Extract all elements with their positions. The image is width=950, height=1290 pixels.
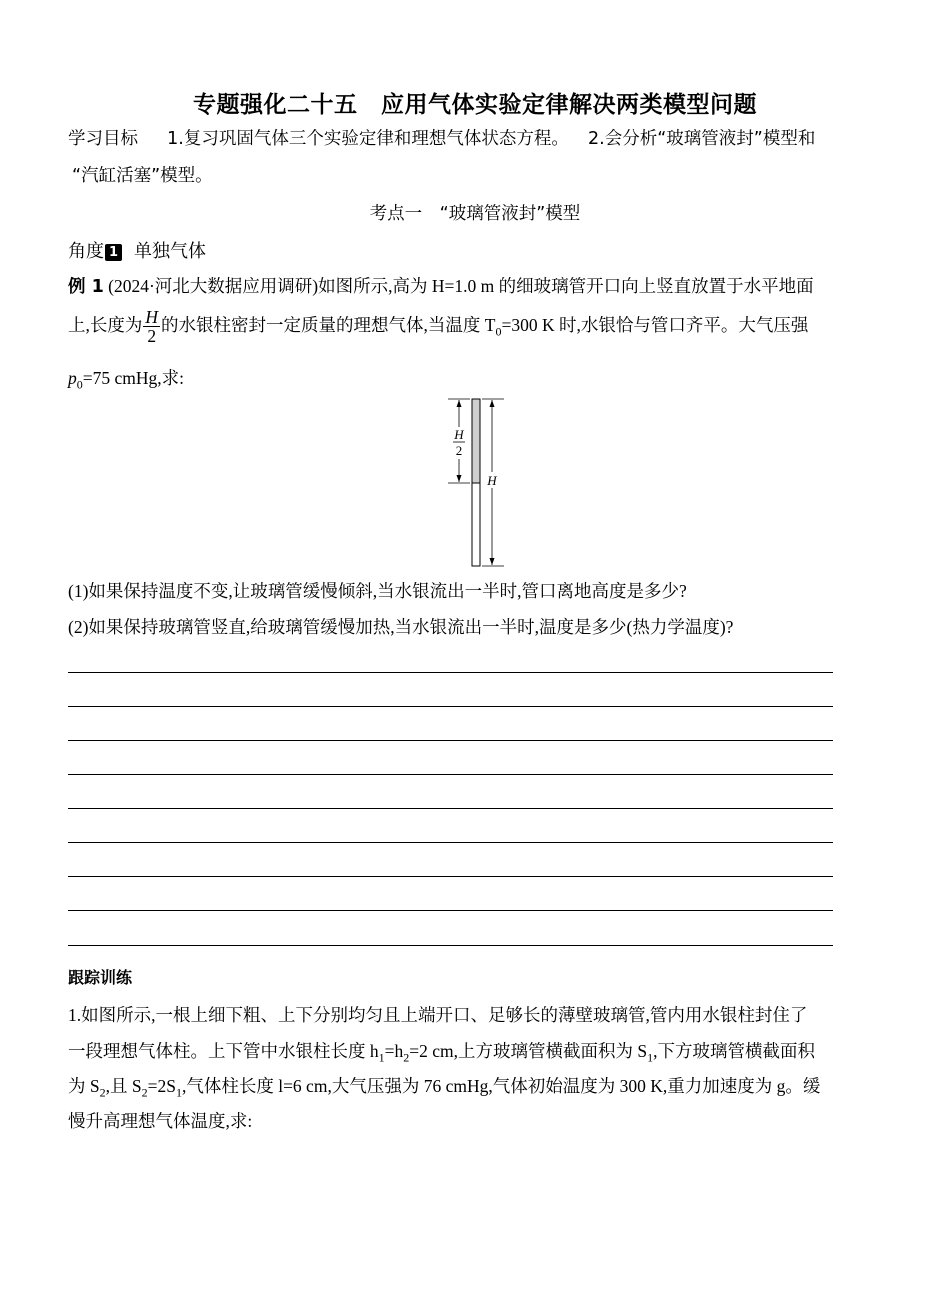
- fraction-h-over-2: [143, 308, 160, 346]
- full-dim-arrow-down: [490, 558, 495, 565]
- full-label: H: [487, 473, 497, 488]
- angle-number-badge: 1: [105, 244, 122, 261]
- subscript: 2: [403, 1050, 410, 1065]
- subscript: 2: [99, 1085, 106, 1100]
- practice-text-3d: ,气体柱长度 l=6 cm,大气压强为 76 cmHg,气体初始温度为 300 K,重力加速度为 g。缓: [181, 1076, 821, 1096]
- objective-1: 1.复习巩固气体三个实验定律和理想气体状态方程。: [167, 129, 569, 149]
- p-subscript: 0: [76, 377, 83, 392]
- objectives-label: 学习目标: [68, 129, 138, 149]
- example-1-line-2: [68, 308, 808, 346]
- example-1-line-1: [68, 273, 814, 298]
- fraction-denominator: 2: [147, 326, 157, 347]
- practice-heading: 跟踪训练: [68, 968, 133, 987]
- answer-line[interactable]: [68, 808, 833, 809]
- angle-label: 单独气体: [134, 241, 206, 262]
- question-2: (2)如果保持玻璃管竖直,给玻璃管缓慢加热,当水银流出一半时,温度是多少(热力学温度)?: [68, 617, 734, 637]
- subscript: 1: [378, 1050, 385, 1065]
- example-text-2a: 上,长度为: [68, 314, 143, 335]
- p-symbol: p: [68, 368, 77, 388]
- objective-2: 2.会分析“玻璃管液封”模型和: [588, 129, 816, 149]
- practice-text-2d: ,下方玻璃管横截面积: [653, 1041, 815, 1061]
- t-subscript: 0: [495, 324, 502, 339]
- answer-line[interactable]: [68, 876, 833, 877]
- half-dim-arrow-down: [457, 475, 462, 482]
- full-dim-arrow-up: [490, 400, 495, 407]
- practice-line-2: [68, 1038, 815, 1066]
- half-dim-arrow-up: [457, 400, 462, 407]
- example-text-3: =75 cmHg,求:: [82, 368, 184, 388]
- answer-line[interactable]: [68, 842, 833, 843]
- practice-text-3b: ,且 S: [105, 1076, 142, 1096]
- example-source: (2024·河北大数据应用调研): [108, 276, 319, 296]
- subscript: 1: [647, 1050, 654, 1065]
- angle-prefix: 角度: [68, 241, 104, 262]
- example-label: 例 1: [68, 277, 104, 297]
- practice-text-2c: =2 cm,上方玻璃管横截面积为 S: [409, 1041, 648, 1061]
- subscript: 1: [175, 1085, 182, 1100]
- example-text-1: 如图所示,高为 H=1.0 m 的细玻璃管开口向上竖直放置于水平地面: [318, 276, 814, 296]
- half-label-den: 2: [455, 443, 463, 458]
- practice-text-3a: 为 S: [68, 1076, 100, 1096]
- answer-line[interactable]: [68, 945, 833, 946]
- practice-text-3c: =2S: [147, 1076, 176, 1096]
- practice-text-2b: =h: [384, 1041, 404, 1061]
- example-text-2b: 的水银柱密封一定质量的理想气体,当温度 T: [161, 314, 496, 335]
- objective-2-continued: “汽缸活塞”模型。: [72, 166, 213, 186]
- question-1: (1)如果保持温度不变,让玻璃管缓慢倾斜,当水银流出一半时,管口离地高度是多少?: [68, 581, 687, 601]
- example-1-line-3: [68, 365, 184, 393]
- practice-line-4: 慢升高理想气体温度,求:: [68, 1111, 253, 1131]
- practice-text-2a: 一段理想气体柱。上下管中水银柱长度 h: [68, 1041, 379, 1061]
- answer-line[interactable]: [68, 672, 833, 673]
- section-heading: 考点一 “玻璃管液封”模型: [369, 204, 581, 224]
- fraction-numerator: H: [145, 307, 159, 327]
- answer-line[interactable]: [68, 740, 833, 741]
- answer-line[interactable]: [68, 910, 833, 911]
- answer-line[interactable]: [68, 774, 833, 775]
- example-text-2c: =300 K 时,水银恰与管口齐平。大气压强: [501, 314, 809, 335]
- practice-line-3: [68, 1073, 820, 1101]
- half-label-num: H: [454, 427, 464, 442]
- learning-objectives: [68, 125, 815, 150]
- answer-line[interactable]: [68, 706, 833, 707]
- page-title: 专题强化二十五 应用气体实验定律解决两类模型问题: [193, 92, 757, 118]
- practice-line-1: 1.如图所示,一根上细下粗、上下分别均匀且上端开口、足够长的薄壁玻璃管,管内用水银柱封住了: [68, 1005, 808, 1025]
- subscript: 2: [141, 1085, 148, 1100]
- angle-heading: [68, 237, 206, 263]
- glass-tube-figure: [440, 395, 510, 570]
- mercury-column: [473, 400, 480, 483]
